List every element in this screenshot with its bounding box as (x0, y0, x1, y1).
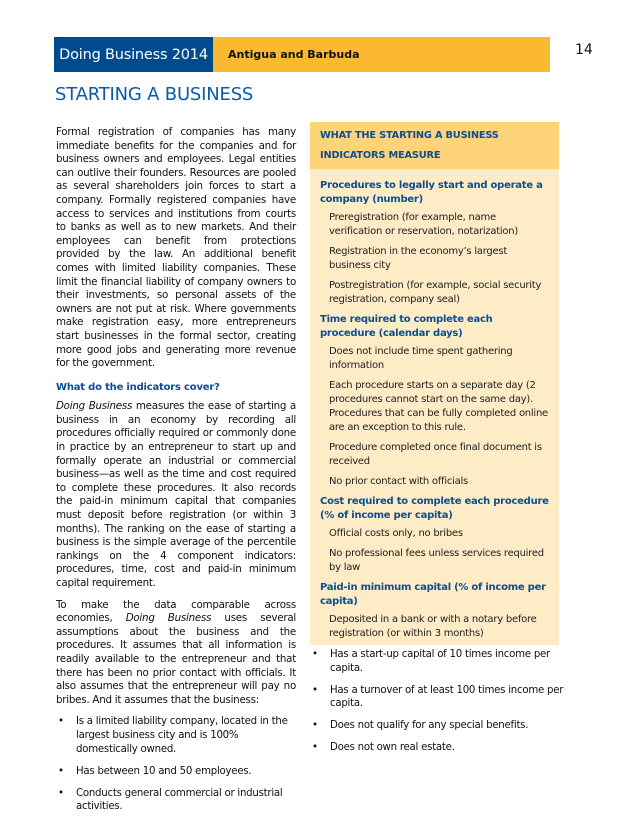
section-title: STARTING A BUSINESS (55, 84, 254, 105)
document-header-bar (54, 37, 550, 72)
business-assumptions-list (310, 648, 565, 763)
bullet-icon: • (312, 649, 318, 660)
indicators-paragraph (56, 400, 296, 590)
indicator-item: Deposited in a bank or with a notary before registration (or within 3 months) (329, 614, 537, 639)
indicators-sidebar-box (310, 122, 559, 645)
indicator-item: Official costs only, no bribes (329, 528, 463, 539)
list-item (310, 719, 565, 733)
assumptions-list (56, 715, 296, 814)
assumptions-paragraph (56, 599, 296, 708)
indicator-title-procedures: Procedures to legally start and operate a company (number) (320, 180, 543, 205)
list-item (310, 684, 565, 712)
list-item-text: Does not own real estate. (330, 741, 455, 753)
list-item-text: Has between 10 and 50 employees. (76, 765, 252, 777)
publication-name-italic: Doing Business (125, 612, 212, 625)
list-item (310, 648, 565, 676)
bullet-icon: • (58, 765, 64, 777)
sidebar-body (310, 169, 559, 641)
indicators-paragraph-text: measures the ease of starting a business in an economy by recording all procedures officially required or commonly done in practice by an entrepreneur to start up and formally operate an industrial or commercial business—as well as the time and cost required to complete these procedures. It also records the paid-in minimum capital that companies must deposit before registration (or within 3 months). The ranking on the ease of starting a business is the simple average of the percentile rankings on the 4 component indicators: procedures, time, cost and paid-in minimum capital requirement. (56, 400, 296, 589)
indicator-item: Registration in the economy’s largest business city (329, 246, 508, 271)
sidebar-title-line: INDICATORS MEASURE (320, 150, 441, 161)
publication-title: Doing Business 2014 (54, 37, 213, 72)
intro-paragraph: Formal registration of companies has many immediate benefits for the companies and for business owners and employees. Legal entities can outlive their founders. Resources are pooled as several shareholders join forces to start a company. Formally registered companies have access to services and institutions from courts to banks as well as to new markets. And their employees can benefit from protections provided by the law. An additional benefit comes with limited liability companies. These limit the financial liability of company owners to their investments, so personal assets of the owners are not put at risk. Where governments make registration easy, more entrepreneurs start businesses in the formal sector, creating more good jobs and generating more revenue for the government. (56, 126, 296, 370)
list-item (56, 765, 296, 779)
page-number: 14 (575, 42, 593, 58)
indicators-subheading: What do the indicators cover? (56, 381, 220, 393)
bullet-icon: • (312, 684, 318, 696)
list-item-text: Is a limited liability company, located in the largest business city and is 100% domestically owned. (76, 716, 288, 755)
list-item-text: Has a start-up capital of 10 times income per capita. (330, 649, 550, 674)
indicator-title-capital: Paid-in minimum capital (% of income per capita) (320, 582, 546, 607)
economy-name: Antigua and Barbuda (213, 37, 550, 72)
list-item-text: Has a turnover of at least 100 times income per capita. (330, 684, 564, 710)
indicator-title-cost: Cost required to complete each procedure (% of income per capita) (320, 496, 549, 521)
indicator-item: Each procedure starts on a separate day (2 procedures cannot start on the same day). Procedures that can be fully completed online are an exception to this rule. (329, 380, 548, 433)
sidebar-title-line: WHAT THE STARTING A BUSINESS (320, 130, 499, 141)
indicator-item: No professional fees unless services required by law (329, 548, 544, 573)
left-column (56, 126, 296, 822)
bullet-icon: • (312, 741, 318, 753)
indicator-item: Postregistration (for example, social security registration, company seal) (329, 280, 542, 305)
assumptions-paragraph-text: uses several assumptions about the business and the procedures. It assumes that all information is readily available to the entrepreneur and that there has been no prior contact with officials. It also assumes that the entrepreneur will pay no bribes. And it assumes that the business: (56, 612, 296, 706)
assumptions-paragraph-start: To make the data comparable across economies, (56, 598, 296, 625)
bullet-icon: • (312, 720, 318, 732)
list-item-text: Does not qualify for any special benefits. (330, 720, 529, 732)
indicator-item: No prior contact with officials (329, 476, 468, 487)
list-item (56, 787, 296, 815)
indicator-item: Does not include time spent gathering information (329, 346, 513, 371)
bullet-icon: • (58, 787, 64, 799)
list-item (310, 741, 565, 755)
publication-name-italic: Doing Business (56, 400, 133, 413)
list-item (56, 715, 296, 756)
indicator-item: Procedure completed once final document is received (329, 442, 542, 467)
bullet-icon: • (58, 716, 64, 728)
indicator-title-time: Time required to complete each procedure (calendar days) (320, 314, 493, 339)
list-item-text: Conducts general commercial or industrial activities. (76, 787, 283, 813)
sidebar-title (310, 122, 559, 169)
indicator-item: Preregistration (for example, name verification or reservation, notarization) (329, 212, 519, 237)
